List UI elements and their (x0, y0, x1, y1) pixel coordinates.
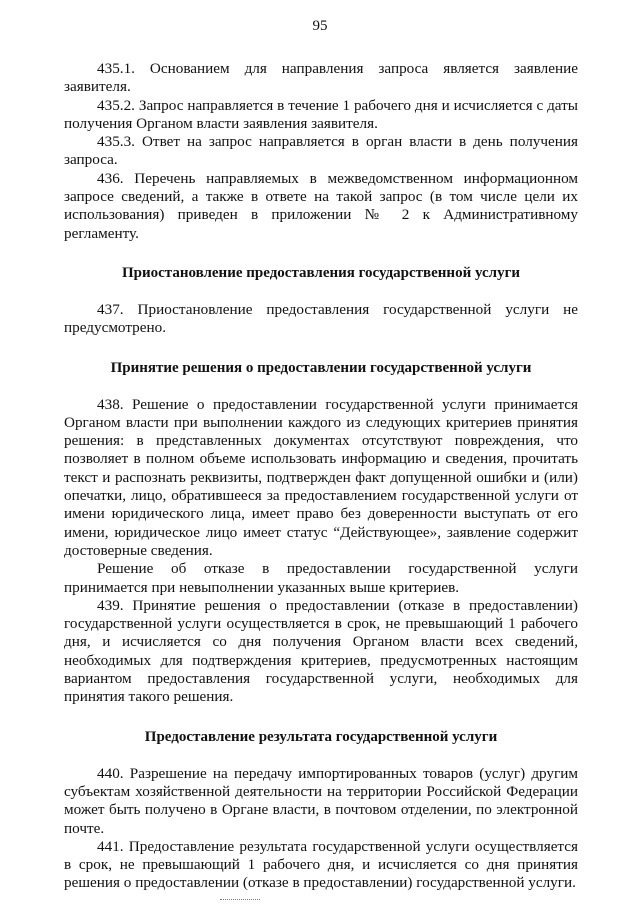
paragraph-438-refusal: Решение об отказе в предоставлении государственной услуги принимается при невыполнении указанных выше критериев. (64, 560, 578, 596)
paragraph-435-1: 435.1. Основанием для направления запроса является заявление заявителя. (64, 60, 578, 96)
heading-suspension: Приостановление предоставления государственной услуги (121, 264, 521, 281)
paragraph-436: 436. Перечень направляемых в межведомственном информационном запросе сведений, а также в ответе на такой запрос (в том числе цели их использования) приведен в приложении № 2 к Административному регламенту. (64, 169, 578, 242)
paragraph-441: 441. Предоставление результата государственной услуги осуществляется в срок, не превышающий 1 рабочего дня, и исчисляется со дня принятия решения о предоставлении (отказе в предоставлении) государственной услуги. (64, 837, 578, 892)
paragraph-438: 438. Решение о предоставлении государственной услуги принимается Органом власти при выполнении каждого из следующих критериев принятия решения: в представленных документах отсутствуют повреждения, что позволяет в полном объеме использовать информацию и сведения, прочитать текст и распознать реквизиты, подтвержден факт допущенной ошибки и (или) опечатки, лицо, обратившееся за предоставлением государственной услуги от имени юридического лица, имеет право без доверенности выступать от его имени, юридическое лицо имеет статус “Действующее», заявление содержит достоверные сведения. (64, 395, 578, 559)
heading-decision: Принятие решения о предоставлении государственной услуги (110, 359, 532, 376)
page-number: 95 (312, 18, 328, 34)
paragraph-435-2: 435.2. Запрос направляется в течение 1 рабочего дня и исчисляется с даты получения Органом власти заявления заявителя. (64, 96, 578, 132)
scan-artifact-line (220, 899, 260, 901)
paragraph-435-3: 435.3. Ответ на запрос направляется в орган власти в день получения запроса. (64, 133, 578, 169)
paragraph-437: 437. Приостановление предоставления государственной услуги не предусмотрено. (64, 300, 578, 337)
paragraph-440: 440. Разрешение на передачу импортированных товаров (услуг) другим субъектам хозяйственной деятельности на территории Российской Федерации может быть получено в Органе власти, в почтовом отделении, по электронной почте. (64, 764, 578, 837)
paragraph-439: 439. Принятие решения о предоставлении (отказе в предоставлении) государственной услуги осуществляется в срок, не превышающий 1 рабочего дня, и исчисляется со дня получения Органом власти всех сведений, необходимых для подтверждения критериев, предусмотренных настоящим вариантом предоставления государственной услуги, необходимых для принятия такого решения. (64, 596, 578, 706)
page-content (64, 60, 578, 893)
heading-result: Предоставление результата государственной услуги (144, 728, 498, 745)
